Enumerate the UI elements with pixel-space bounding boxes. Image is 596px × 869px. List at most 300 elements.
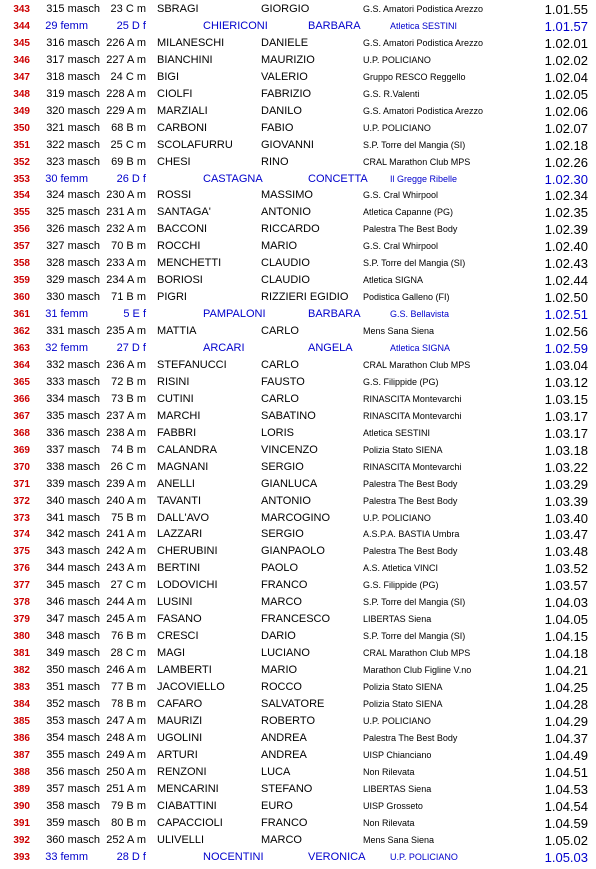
gender-rank-cell: 322 masch [46, 138, 100, 151]
result-row [0, 103, 596, 120]
first-name-cell: GIORGIO [261, 3, 310, 15]
first-name-cell: ROCCO [261, 681, 302, 693]
result-row [0, 204, 596, 221]
gender-rank-cell: 323 masch [46, 155, 100, 168]
result-row [0, 374, 596, 391]
position-cell: 380 [13, 631, 30, 643]
time-cell: 1.04.03 [544, 595, 588, 611]
result-row [0, 18, 596, 35]
position-cell: 375 [13, 546, 30, 558]
result-row [0, 662, 596, 679]
surname-cell: ROCCHI [157, 240, 201, 253]
result-row [0, 289, 596, 306]
category-rank-cell: 247 A m [106, 714, 146, 727]
gender-rank-cell: 315 masch [46, 3, 100, 15]
category-rank-cell: 28 D f [116, 850, 146, 863]
club-cell: S.P. Torre del Mangia (SI) [363, 631, 466, 642]
first-name-cell: CARLO [261, 392, 299, 405]
gender-rank-cell: 333 masch [46, 375, 100, 388]
surname-cell: FABBRI [157, 426, 197, 439]
surname-cell: CARBONI [157, 121, 208, 134]
first-name-cell: DANIELE [261, 36, 309, 49]
category-rank-cell: 235 A m [106, 325, 146, 338]
surname-cell: ROSSI [157, 189, 192, 202]
time-cell: 1.03.18 [544, 442, 588, 458]
club-cell: Mens Sana Siena [363, 834, 435, 845]
club-cell: A.S.P.A. BASTIA Umbra [363, 529, 460, 540]
result-row [0, 187, 596, 204]
club-cell: Podistica Galleno (FI) [363, 292, 450, 303]
surname-cell: CUTINI [157, 392, 194, 405]
result-row [0, 747, 596, 764]
result-row [0, 526, 596, 543]
position-cell: 367 [13, 410, 30, 422]
club-cell: UISP Grosseto [363, 800, 423, 811]
result-row [0, 154, 596, 171]
time-cell: 1.03.52 [544, 561, 588, 577]
time-cell: 1.03.48 [544, 544, 588, 560]
position-cell: 355 [13, 207, 30, 219]
category-rank-cell: 76 B m [111, 630, 146, 643]
club-cell: Non Rilevata [363, 766, 415, 777]
time-cell: 1.03.15 [544, 391, 588, 407]
time-cell: 1.03.40 [544, 510, 588, 526]
result-row [0, 120, 596, 137]
result-row [0, 832, 596, 849]
category-rank-cell: 243 A m [106, 562, 146, 575]
category-rank-cell: 226 A m [106, 36, 146, 49]
gender-rank-cell: 342 masch [46, 528, 100, 541]
gender-rank-cell: 350 masch [46, 664, 100, 677]
gender-rank-cell: 327 masch [46, 240, 100, 253]
gender-rank-cell: 330 masch [46, 291, 100, 304]
position-cell: 348 [13, 88, 30, 100]
surname-cell: MAGNANI [157, 460, 209, 473]
category-rank-cell: 241 A m [106, 528, 146, 541]
gender-rank-cell: 320 masch [46, 104, 100, 117]
first-name-cell: MARCO [261, 833, 302, 846]
category-rank-cell: 75 B m [111, 511, 146, 524]
position-cell: 351 [13, 139, 30, 151]
surname-cell: CALANDRA [157, 443, 217, 456]
result-row [0, 476, 596, 493]
result-row [0, 510, 596, 527]
club-cell: Mens Sana Siena [363, 326, 435, 337]
gender-rank-cell: 334 masch [46, 392, 100, 405]
time-cell: 1.05.02 [544, 832, 588, 848]
category-rank-cell: 25 C m [110, 138, 146, 151]
category-rank-cell: 70 B m [111, 240, 146, 253]
category-rank-cell: 245 A m [106, 613, 146, 626]
club-cell: A.S. Atletica VINCI [363, 563, 439, 574]
club-cell: U.P. POLICIANO [390, 851, 458, 862]
surname-cell: LUSINI [157, 596, 193, 609]
time-cell: 1.04.15 [544, 629, 588, 645]
gender-rank-cell: 316 masch [46, 36, 100, 49]
club-cell: Atletica SIGNA [390, 343, 451, 353]
result-row [0, 459, 596, 476]
gender-rank-cell: 326 masch [46, 223, 100, 236]
time-cell: 1.04.37 [544, 730, 588, 746]
position-cell: 359 [13, 275, 30, 287]
result-row [0, 493, 596, 510]
category-rank-cell: 242 A m [106, 545, 146, 558]
position-cell: 382 [13, 665, 30, 677]
gender-rank-cell: 318 masch [46, 70, 100, 83]
result-row [0, 35, 596, 52]
club-cell: Palestra The Best Body [363, 732, 458, 743]
first-name-cell: VERONICA [308, 850, 366, 863]
result-row [0, 221, 596, 238]
surname-cell: CASTAGNA [203, 172, 263, 185]
club-cell: RINASCITA Montevarchi [363, 393, 462, 404]
result-row [0, 798, 596, 815]
position-cell: 344 [13, 20, 30, 32]
first-name-cell: PAOLO [261, 562, 299, 575]
category-rank-cell: 28 C m [110, 647, 146, 660]
position-cell: 391 [13, 817, 30, 829]
first-name-cell: LUCIANO [261, 647, 310, 660]
position-cell: 371 [13, 478, 30, 490]
category-rank-cell: 227 A m [106, 53, 146, 66]
club-cell: G.S. Amatori Podistica Arezzo [363, 37, 484, 48]
first-name-cell: EURO [261, 799, 293, 812]
result-row [0, 713, 596, 730]
club-cell: Palestra The Best Body [363, 224, 458, 235]
club-cell: CRAL Marathon Club MPS [363, 156, 471, 167]
result-row [0, 815, 596, 832]
time-cell: 1.02.43 [544, 256, 588, 272]
first-name-cell: ANTONIO [261, 206, 311, 219]
category-rank-cell: 79 B m [111, 799, 146, 812]
result-row [0, 306, 596, 323]
club-cell: Polizia Stato SIENA [363, 682, 443, 692]
first-name-cell: RINO [261, 155, 289, 168]
position-cell: 353 [13, 173, 30, 185]
first-name-cell: SALVATORE [261, 697, 325, 710]
category-rank-cell: 5 E f [123, 308, 146, 321]
category-rank-cell: 251 A m [106, 782, 146, 795]
position-cell: 345 [13, 37, 30, 49]
surname-cell: BACCONI [157, 223, 208, 236]
surname-cell: CHIERICONI [203, 19, 268, 32]
result-row [0, 577, 596, 594]
category-rank-cell: 68 B m [111, 121, 146, 134]
time-cell: 1.03.17 [544, 425, 588, 441]
surname-cell: LODOVICHI [157, 579, 218, 592]
first-name-cell: CARLO [261, 358, 299, 371]
result-row [0, 611, 596, 628]
time-cell: 1.03.47 [544, 527, 588, 543]
category-rank-cell: 72 B m [111, 375, 146, 388]
category-rank-cell: 244 A m [106, 596, 146, 609]
surname-cell: MATTIA [157, 325, 197, 338]
category-rank-cell: 73 B m [111, 392, 146, 405]
gender-rank-cell: 349 masch [46, 647, 100, 660]
first-name-cell: LORIS [261, 426, 295, 439]
club-cell: Il Gregge Ribelle [390, 173, 458, 184]
first-name-cell: ROBERTO [261, 714, 315, 727]
time-cell: 1.04.21 [544, 663, 588, 679]
gender-rank-cell: 359 masch [46, 816, 100, 829]
time-cell: 1.02.44 [544, 273, 588, 289]
first-name-cell: MARIO [261, 240, 298, 253]
surname-cell: MARZIALI [157, 104, 208, 117]
surname-cell: CHESI [157, 155, 191, 168]
first-name-cell: STEFANO [261, 782, 313, 795]
position-cell: 385 [13, 715, 30, 727]
category-rank-cell: 74 B m [111, 443, 146, 456]
position-cell: 370 [13, 461, 30, 473]
club-cell: U.P. POLICIANO [363, 54, 431, 65]
surname-cell: RENZONI [157, 765, 207, 778]
gender-rank-cell: 351 masch [46, 681, 100, 693]
category-rank-cell: 230 A m [106, 189, 146, 202]
category-rank-cell: 237 A m [106, 409, 146, 422]
result-row [0, 238, 596, 255]
position-cell: 390 [13, 800, 30, 812]
surname-cell: MILANESCHI [157, 36, 225, 49]
surname-cell: ULIVELLI [157, 833, 205, 846]
time-cell: 1.02.34 [544, 188, 588, 204]
gender-rank-cell: 335 masch [46, 409, 100, 422]
club-cell: S.P. Torre del Mangia (SI) [363, 139, 466, 150]
surname-cell: STEFANUCCI [157, 358, 227, 371]
category-rank-cell: 27 D f [116, 342, 146, 354]
time-cell: 1.04.18 [544, 646, 588, 662]
position-cell: 374 [13, 529, 30, 541]
surname-cell: CRESCI [157, 630, 199, 643]
club-cell: Palestra The Best Body [363, 495, 458, 506]
position-cell: 361 [13, 309, 30, 321]
result-row [0, 137, 596, 154]
position-cell: 343 [13, 4, 30, 15]
time-cell: 1.05.03 [544, 849, 588, 865]
gender-rank-cell: 338 masch [46, 460, 100, 473]
first-name-cell: CLAUDIO [261, 274, 310, 287]
club-cell: S.P. Torre del Mangia (SI) [363, 258, 466, 269]
first-name-cell: BARBARA [308, 308, 361, 321]
surname-cell: RISINI [157, 375, 190, 388]
time-cell: 1.02.39 [544, 222, 588, 238]
category-rank-cell: 26 C m [110, 460, 146, 473]
club-cell: G.S. Amatori Podistica Arezzo [363, 4, 484, 14]
surname-cell: UGOLINI [157, 731, 203, 744]
gender-rank-cell: 341 masch [46, 511, 100, 524]
first-name-cell: MASSIMO [261, 189, 313, 202]
time-cell: 1.02.40 [544, 239, 588, 255]
first-name-cell: SERGIO [261, 460, 304, 473]
time-cell: 1.02.30 [544, 171, 588, 187]
first-name-cell: ANTONIO [261, 494, 311, 507]
position-cell: 352 [13, 156, 30, 168]
category-rank-cell: 246 A m [106, 664, 146, 677]
gender-rank-cell: 356 masch [46, 765, 100, 778]
result-row [0, 628, 596, 645]
result-row [0, 730, 596, 747]
category-rank-cell: 228 A m [106, 87, 146, 100]
club-cell: S.P. Torre del Mangia (SI) [363, 597, 466, 608]
result-row [0, 171, 596, 188]
time-cell: 1.04.25 [544, 680, 588, 695]
position-cell: 386 [13, 732, 30, 744]
time-cell: 1.02.07 [544, 120, 588, 136]
time-cell: 1.04.51 [544, 764, 588, 780]
surname-cell: JACOVIELLO [157, 681, 225, 693]
result-row [0, 560, 596, 577]
first-name-cell: ANDREA [261, 748, 307, 761]
result-row [0, 52, 596, 69]
club-cell: UISP Chianciano [363, 749, 432, 760]
time-cell: 1.04.49 [544, 747, 588, 763]
gender-rank-cell: 32 femm [45, 342, 88, 354]
first-name-cell: RICCARDO [261, 223, 320, 236]
club-cell: Gruppo RESCO Reggello [363, 71, 466, 82]
gender-rank-cell: 348 masch [46, 630, 100, 643]
surname-cell: MENCHETTI [157, 257, 222, 270]
category-rank-cell: 239 A m [106, 477, 146, 490]
category-rank-cell: 236 A m [106, 358, 146, 371]
position-cell: 356 [13, 224, 30, 236]
time-cell: 1.01.55 [544, 2, 588, 17]
category-rank-cell: 27 C m [110, 579, 146, 592]
surname-cell: FASANO [157, 613, 202, 626]
first-name-cell: ANDREA [261, 731, 307, 744]
gender-rank-cell: 29 femm [45, 19, 88, 32]
position-cell: 381 [13, 648, 30, 660]
position-cell: 383 [13, 682, 30, 693]
club-cell: CRAL Marathon Club MPS [363, 648, 471, 659]
club-cell: G.S. Filippide (PG) [363, 376, 439, 387]
position-cell: 393 [13, 851, 30, 863]
first-name-cell: FABIO [261, 121, 294, 134]
first-name-cell: GIANPAOLO [261, 545, 325, 558]
position-cell: 379 [13, 614, 30, 626]
category-rank-cell: 26 D f [116, 172, 146, 185]
result-row [0, 425, 596, 442]
position-cell: 364 [13, 359, 30, 371]
gender-rank-cell: 332 masch [46, 358, 100, 371]
time-cell: 1.01.57 [544, 18, 588, 34]
first-name-cell: CARLO [261, 325, 299, 338]
gender-rank-cell: 345 masch [46, 579, 100, 592]
gender-rank-cell: 325 masch [46, 206, 100, 219]
time-cell: 1.04.29 [544, 713, 588, 729]
position-cell: 358 [13, 258, 30, 270]
position-cell: 376 [13, 563, 30, 575]
first-name-cell: FRANCO [261, 579, 308, 592]
gender-rank-cell: 324 masch [46, 189, 100, 202]
gender-rank-cell: 360 masch [46, 833, 100, 846]
first-name-cell: FABRIZIO [261, 87, 312, 100]
first-name-cell: RIZZIERI EGIDIO [261, 291, 349, 304]
position-cell: 362 [13, 326, 30, 338]
position-cell: 354 [13, 190, 30, 202]
first-name-cell: SABATINO [261, 409, 316, 422]
surname-cell: NOCENTINI [203, 850, 264, 863]
position-cell: 366 [13, 393, 30, 405]
result-row [0, 340, 596, 357]
first-name-cell: DANILO [261, 104, 302, 117]
position-cell: 389 [13, 783, 30, 795]
category-rank-cell: 248 A m [106, 731, 146, 744]
first-name-cell: GIANLUCA [261, 477, 318, 490]
time-cell: 1.04.54 [544, 798, 588, 814]
surname-cell: MAGI [157, 647, 186, 660]
gender-rank-cell: 357 masch [46, 782, 100, 795]
club-cell: U.P. POLICIANO [363, 715, 431, 726]
surname-cell: MARCHI [157, 409, 201, 422]
first-name-cell: GIOVANNI [261, 138, 314, 151]
position-cell: 388 [13, 766, 30, 778]
gender-rank-cell: 321 masch [46, 121, 100, 134]
result-row [0, 357, 596, 374]
first-name-cell: DARIO [261, 630, 296, 643]
time-cell: 1.02.26 [544, 154, 588, 170]
gender-rank-cell: 353 masch [46, 714, 100, 727]
category-rank-cell: 250 A m [106, 765, 146, 778]
result-row [0, 255, 596, 272]
position-cell: 365 [13, 376, 30, 388]
surname-cell: PAMPALONI [203, 308, 266, 321]
club-cell: Atletica SIGNA [363, 275, 424, 286]
time-cell: 1.02.04 [544, 69, 588, 85]
category-rank-cell: 71 B m [111, 291, 146, 304]
result-row [0, 1, 596, 18]
first-name-cell: MAURIZIO [261, 53, 315, 66]
surname-cell: CHERUBINI [157, 545, 218, 558]
position-cell: 368 [13, 427, 30, 439]
first-name-cell: ANGELA [308, 342, 353, 354]
position-cell: 392 [13, 834, 30, 846]
first-name-cell: CONCETTA [308, 172, 368, 185]
category-rank-cell: 233 A m [106, 257, 146, 270]
surname-cell: BERTINI [157, 562, 201, 575]
result-row [0, 391, 596, 408]
club-cell: LIBERTAS Siena [363, 614, 432, 625]
category-rank-cell: 232 A m [106, 223, 146, 236]
surname-cell: SCOLAFURRU [157, 138, 233, 151]
time-cell: 1.04.59 [544, 815, 588, 831]
club-cell: U.P. POLICIANO [363, 512, 431, 523]
category-rank-cell: 69 B m [111, 155, 146, 168]
category-rank-cell: 240 A m [106, 494, 146, 507]
surname-cell: CIOLFI [157, 87, 193, 100]
result-row [0, 594, 596, 611]
time-cell: 1.03.29 [544, 476, 588, 492]
first-name-cell: FRANCO [261, 816, 308, 829]
club-cell: Non Rilevata [363, 817, 415, 828]
time-cell: 1.03.22 [544, 459, 588, 475]
position-cell: 347 [13, 71, 30, 83]
surname-cell: ANELLI [157, 477, 195, 490]
club-cell: Marathon Club Figline V.no [363, 665, 472, 676]
first-name-cell: BARBARA [308, 19, 361, 32]
result-row [0, 679, 596, 696]
surname-cell: DALL'AVO [157, 511, 210, 524]
club-cell: Polizia Stato SIENA [363, 444, 443, 455]
time-cell: 1.02.56 [544, 324, 588, 340]
category-rank-cell: 229 A m [106, 104, 146, 117]
club-cell: U.P. POLICIANO [363, 122, 431, 133]
surname-cell: PIGRI [157, 291, 187, 304]
gender-rank-cell: 33 femm [45, 850, 88, 863]
time-cell: 1.02.02 [544, 52, 588, 68]
surname-cell: BIANCHINI [157, 53, 213, 66]
club-cell: G.S. Cral Whirpool [363, 190, 439, 201]
category-rank-cell: 238 A m [106, 426, 146, 439]
time-cell: 1.03.17 [544, 408, 588, 424]
